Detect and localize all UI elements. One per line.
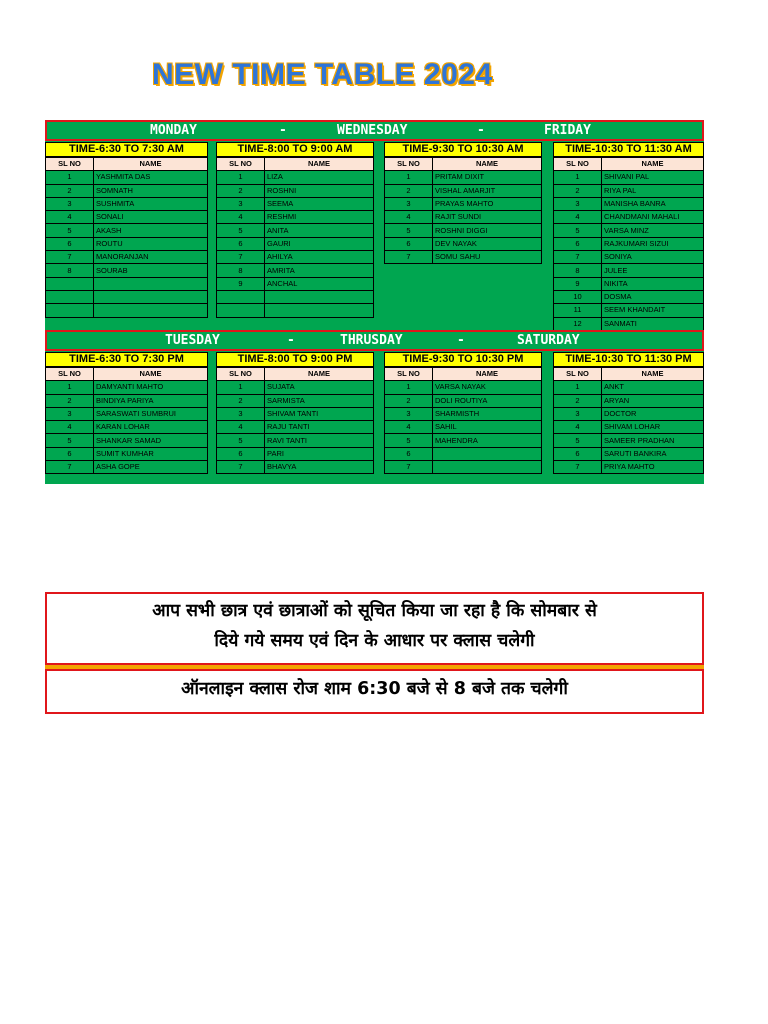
table-row [385,184,542,197]
sl-no-cell: 7 [385,251,433,264]
name-header: NAME [94,368,208,381]
student-name-cell: DOCTOR [602,407,704,420]
table-row [385,461,542,474]
table-header-row [46,368,208,381]
table-row [46,407,208,420]
table-row [46,461,208,474]
student-name-cell: ROSHNI [265,184,374,197]
student-name-cell: VARSA MINZ [602,224,704,237]
day-monday: MONDAY [150,123,197,138]
student-name-cell: SEEM KHANDAIT [602,304,704,317]
sl-no-cell: 2 [217,184,265,197]
sl-no-cell: 3 [46,197,94,210]
sl-no-cell: 3 [217,407,265,420]
student-table [45,367,208,474]
table-row [554,421,704,434]
sl-no-cell: 7 [554,251,602,264]
student-name-cell: MANORANJAN [94,251,208,264]
student-name-cell: DAMYANTI MAHTO [94,381,208,394]
sl-no-cell: 4 [385,421,433,434]
sl-no-cell: 7 [46,251,94,264]
notice-online-line: ऑनलाइन क्लास रोज शाम 6:30 बजे से 8 बजे तक चलेगी [181,679,568,699]
sl-no-cell: 1 [46,171,94,184]
student-name-cell: DEV NAYAK [433,237,542,250]
table-row [385,394,542,407]
name-header: NAME [602,158,704,171]
student-name-cell: SAHIL [433,421,542,434]
student-name-cell [94,277,208,290]
student-name-cell [265,290,374,303]
table-row [217,211,374,224]
table-row [554,447,704,460]
sl-no-header: SL NO [217,158,265,171]
student-name-cell: SAMEER PRADHAN [602,434,704,447]
student-name-cell: PRIYA MAHTO [602,461,704,474]
student-name-cell: RAVI TANTI [265,434,374,447]
sl-no-cell: 4 [46,211,94,224]
table-row [385,421,542,434]
sl-no-cell: 10 [554,290,602,303]
day-separator: - [287,333,295,348]
sl-no-cell [217,290,265,303]
student-name-cell: SANMATI [602,317,704,330]
sl-no-cell: 5 [385,224,433,237]
student-name-cell: DOSMA [602,290,704,303]
sl-no-cell: 8 [554,264,602,277]
student-name-cell [94,304,208,317]
student-name-cell: RAJIT SUNDI [433,211,542,224]
sl-no-cell: 7 [46,461,94,474]
day-wednesday: WEDNESDAY [337,123,408,138]
sl-no-cell: 4 [46,421,94,434]
table-row [217,394,374,407]
sl-no-cell: 12 [554,317,602,330]
table-row [554,171,704,184]
day-friday: FRIDAY [544,123,591,138]
table-row [217,434,374,447]
sl-no-cell: 5 [554,224,602,237]
table-row [554,381,704,394]
table-row [554,394,704,407]
sl-no-header: SL NO [385,368,433,381]
student-name-cell: ANITA [265,224,374,237]
table-header-row [385,158,542,171]
sl-no-cell: 6 [217,447,265,460]
sl-no-cell: 8 [217,264,265,277]
student-name-cell [433,461,542,474]
student-table [384,367,542,474]
student-name-cell: MAHENDRA [433,434,542,447]
table-row [46,171,208,184]
table-row [46,447,208,460]
student-name-cell: AMRITA [265,264,374,277]
student-name-cell: BINDIYA PARIYA [94,394,208,407]
student-name-cell [94,290,208,303]
table-row [385,171,542,184]
student-name-cell: RIYA PAL [602,184,704,197]
group1-day-band [45,120,704,141]
sl-no-cell [46,277,94,290]
group2-day-band [45,330,704,351]
student-name-cell: RAJU TANTI [265,421,374,434]
sl-no-header: SL NO [46,158,94,171]
sl-no-cell: 6 [46,447,94,460]
table-row [46,251,208,264]
student-name-cell [433,447,542,460]
sl-no-cell: 4 [385,211,433,224]
student-name-cell: ANCHAL [265,277,374,290]
table-row [554,277,704,290]
table-row [46,264,208,277]
table-row [217,304,374,317]
sl-no-cell: 7 [217,461,265,474]
table-header-row [46,158,208,171]
student-name-cell: SHARMISTH [433,407,542,420]
day-separator: - [457,333,465,348]
student-name-cell: NIKITA [602,277,704,290]
table-row [46,211,208,224]
table-header-row [217,368,374,381]
notice-box-schedule [45,592,704,665]
sl-no-cell: 6 [217,237,265,250]
table-row [46,421,208,434]
student-name-cell: YASHMITA DAS [94,171,208,184]
notice-box-online [45,669,704,714]
notice-line-1: आप सभी छात्र एवं छात्राओं को सूचित किया जा रहा है कि सोमबार से [152,601,597,621]
student-name-cell: SUSHMITA [94,197,208,210]
table-row [46,277,208,290]
table-row [554,317,704,330]
student-name-cell: SEEMA [265,197,374,210]
sl-no-cell: 7 [554,461,602,474]
sl-no-cell: 3 [217,197,265,210]
sl-no-cell [217,304,265,317]
table-row [46,197,208,210]
day-tuesday: TUESDAY [165,333,220,348]
student-table [216,367,374,474]
sl-no-cell [46,290,94,303]
student-name-cell: ROUTU [94,237,208,250]
student-table [384,157,542,264]
sl-no-cell: 5 [385,434,433,447]
sl-no-cell: 6 [554,237,602,250]
student-name-cell: MANISHA BANRA [602,197,704,210]
sl-no-cell: 8 [46,264,94,277]
table-row [46,290,208,303]
table-row [554,290,704,303]
sl-no-cell: 6 [46,237,94,250]
table-row [46,184,208,197]
student-name-cell: BHAVYA [265,461,374,474]
student-name-cell: ARYAN [602,394,704,407]
table-row [217,224,374,237]
student-name-cell: SOURAB [94,264,208,277]
table-row [385,197,542,210]
table-row [46,381,208,394]
sl-no-cell: 2 [217,394,265,407]
sl-no-cell: 4 [217,421,265,434]
sl-no-cell: 6 [385,447,433,460]
sl-no-cell: 1 [217,171,265,184]
student-name-cell: LIZA [265,171,374,184]
table-row [217,237,374,250]
table-row [46,304,208,317]
student-name-cell: GAURI [265,237,374,250]
table-row [385,251,542,264]
student-name-cell: PARI [265,447,374,460]
notice-line-2: दिये गये समय एवं दिन के आधार पर क्लास चलेगी [214,631,535,651]
student-table [553,367,704,474]
table-row [385,381,542,394]
student-name-cell: JULEE [602,264,704,277]
student-name-cell: KARAN LOHAR [94,421,208,434]
sl-no-cell: 6 [554,447,602,460]
sl-no-cell: 2 [46,394,94,407]
student-table [553,157,704,331]
table-row [385,237,542,250]
sl-no-cell: 3 [554,197,602,210]
sl-no-header: SL NO [554,158,602,171]
student-name-cell: SUMIT KUMHAR [94,447,208,460]
name-header: NAME [265,158,374,171]
day-thursday: THRUSDAY [340,333,403,348]
day-separator: - [477,123,485,138]
day-separator: - [279,123,287,138]
sl-no-cell: 5 [217,224,265,237]
table-row [554,264,704,277]
sl-no-cell: 3 [385,407,433,420]
student-name-cell: RESHMI [265,211,374,224]
table-row [554,224,704,237]
table-row [217,251,374,264]
sl-no-cell: 2 [554,394,602,407]
table-row [554,407,704,420]
table-row [217,461,374,474]
table-row [554,461,704,474]
table-header-row [554,368,704,381]
table-row [217,290,374,303]
table-row [46,394,208,407]
sl-no-cell: 1 [385,171,433,184]
name-header: NAME [433,158,542,171]
time-slot-header: TIME-6:30 TO 7:30 AM [45,142,208,157]
sl-no-header: SL NO [554,368,602,381]
sl-no-cell [46,304,94,317]
student-name-cell: SHIVAM LOHAR [602,421,704,434]
sl-no-cell: 3 [385,197,433,210]
time-slot-header: TIME-10:30 TO 11:30 PM [553,352,704,367]
student-name-cell: SHIVAM TANTI [265,407,374,420]
table-row [217,171,374,184]
table-row [217,277,374,290]
student-name-cell: PRAYAS MAHTO [433,197,542,210]
student-name-cell: SHANKAR SAMAD [94,434,208,447]
table-row [554,434,704,447]
table-row [385,211,542,224]
sl-no-cell: 9 [554,277,602,290]
sl-no-cell: 4 [217,211,265,224]
student-name-cell: VARSA NAYAK [433,381,542,394]
table-row [385,407,542,420]
sl-no-cell: 2 [46,184,94,197]
name-header: NAME [602,368,704,381]
table-header-row [385,368,542,381]
sl-no-cell: 1 [46,381,94,394]
student-name-cell: AKASH [94,224,208,237]
sl-no-cell: 7 [217,251,265,264]
table-header-row [554,158,704,171]
table-row [554,237,704,250]
student-name-cell: SARMISTA [265,394,374,407]
student-name-cell: SUJATA [265,381,374,394]
name-header: NAME [433,368,542,381]
student-table [216,157,374,318]
sl-no-cell: 5 [554,434,602,447]
table-row [554,197,704,210]
student-name-cell: DOLI ROUTIYA [433,394,542,407]
table-row [217,264,374,277]
sl-no-cell: 5 [46,224,94,237]
student-table [45,157,208,318]
day-saturday: SATURDAY [517,333,580,348]
time-slot-header: TIME-8:00 TO 9:00 AM [216,142,374,157]
student-name-cell: VISHAL AMARJIT [433,184,542,197]
sl-no-cell: 1 [385,381,433,394]
student-name-cell: SARUTI BANKIRA [602,447,704,460]
time-slot-header: TIME-8:00 TO 9:00 PM [216,352,374,367]
student-name-cell: SOMU SAHU [433,251,542,264]
sl-no-cell: 5 [46,434,94,447]
student-name-cell [265,304,374,317]
sl-no-header: SL NO [217,368,265,381]
table-row [46,237,208,250]
table-row [217,407,374,420]
student-name-cell: ANKT [602,381,704,394]
table-row [217,381,374,394]
sl-no-cell: 2 [385,394,433,407]
student-name-cell: ROSHNI DIGGI [433,224,542,237]
sl-no-cell: 3 [46,407,94,420]
student-name-cell: SONIYA [602,251,704,264]
sl-no-cell: 2 [554,184,602,197]
table-row [385,434,542,447]
table-row [217,197,374,210]
sl-no-cell: 4 [554,421,602,434]
sl-no-header: SL NO [46,368,94,381]
time-slot-header: TIME-10:30 TO 11:30 AM [553,142,704,157]
sl-no-cell: 3 [554,407,602,420]
sl-no-cell: 6 [385,237,433,250]
sl-no-header: SL NO [385,158,433,171]
page-title: NEW TIME TABLE 2024 [152,58,493,91]
sl-no-cell: 1 [554,171,602,184]
student-name-cell: SOMNATH [94,184,208,197]
table-row [46,434,208,447]
name-header: NAME [94,158,208,171]
student-name-cell: CHANDMANI MAHALI [602,211,704,224]
sl-no-cell: 9 [217,277,265,290]
table-row [217,184,374,197]
student-name-cell: PRITAM DIXIT [433,171,542,184]
table-row [217,447,374,460]
name-header: NAME [265,368,374,381]
time-slot-header: TIME-9:30 TO 10:30 PM [384,352,542,367]
table-row [554,304,704,317]
time-slot-header: TIME-6:30 TO 7:30 PM [45,352,208,367]
student-name-cell: SONALI [94,211,208,224]
table-header-row [217,158,374,171]
student-name-cell: ASHA GOPE [94,461,208,474]
student-name-cell: SHIVANI PAL [602,171,704,184]
table-row [554,211,704,224]
student-name-cell: AHILYA [265,251,374,264]
time-slot-header: TIME-9:30 TO 10:30 AM [384,142,542,157]
sl-no-cell: 5 [217,434,265,447]
student-name-cell: SARASWATI SUMBRUI [94,407,208,420]
sl-no-cell: 1 [554,381,602,394]
table-row [554,251,704,264]
sl-no-cell: 2 [385,184,433,197]
table-row [385,224,542,237]
sl-no-cell: 7 [385,461,433,474]
sl-no-cell: 11 [554,304,602,317]
table-row [217,421,374,434]
sl-no-cell: 1 [217,381,265,394]
student-name-cell: RAJKUMARI SIZUI [602,237,704,250]
table-row [385,447,542,460]
sl-no-cell: 4 [554,211,602,224]
table-row [554,184,704,197]
table-row [46,224,208,237]
